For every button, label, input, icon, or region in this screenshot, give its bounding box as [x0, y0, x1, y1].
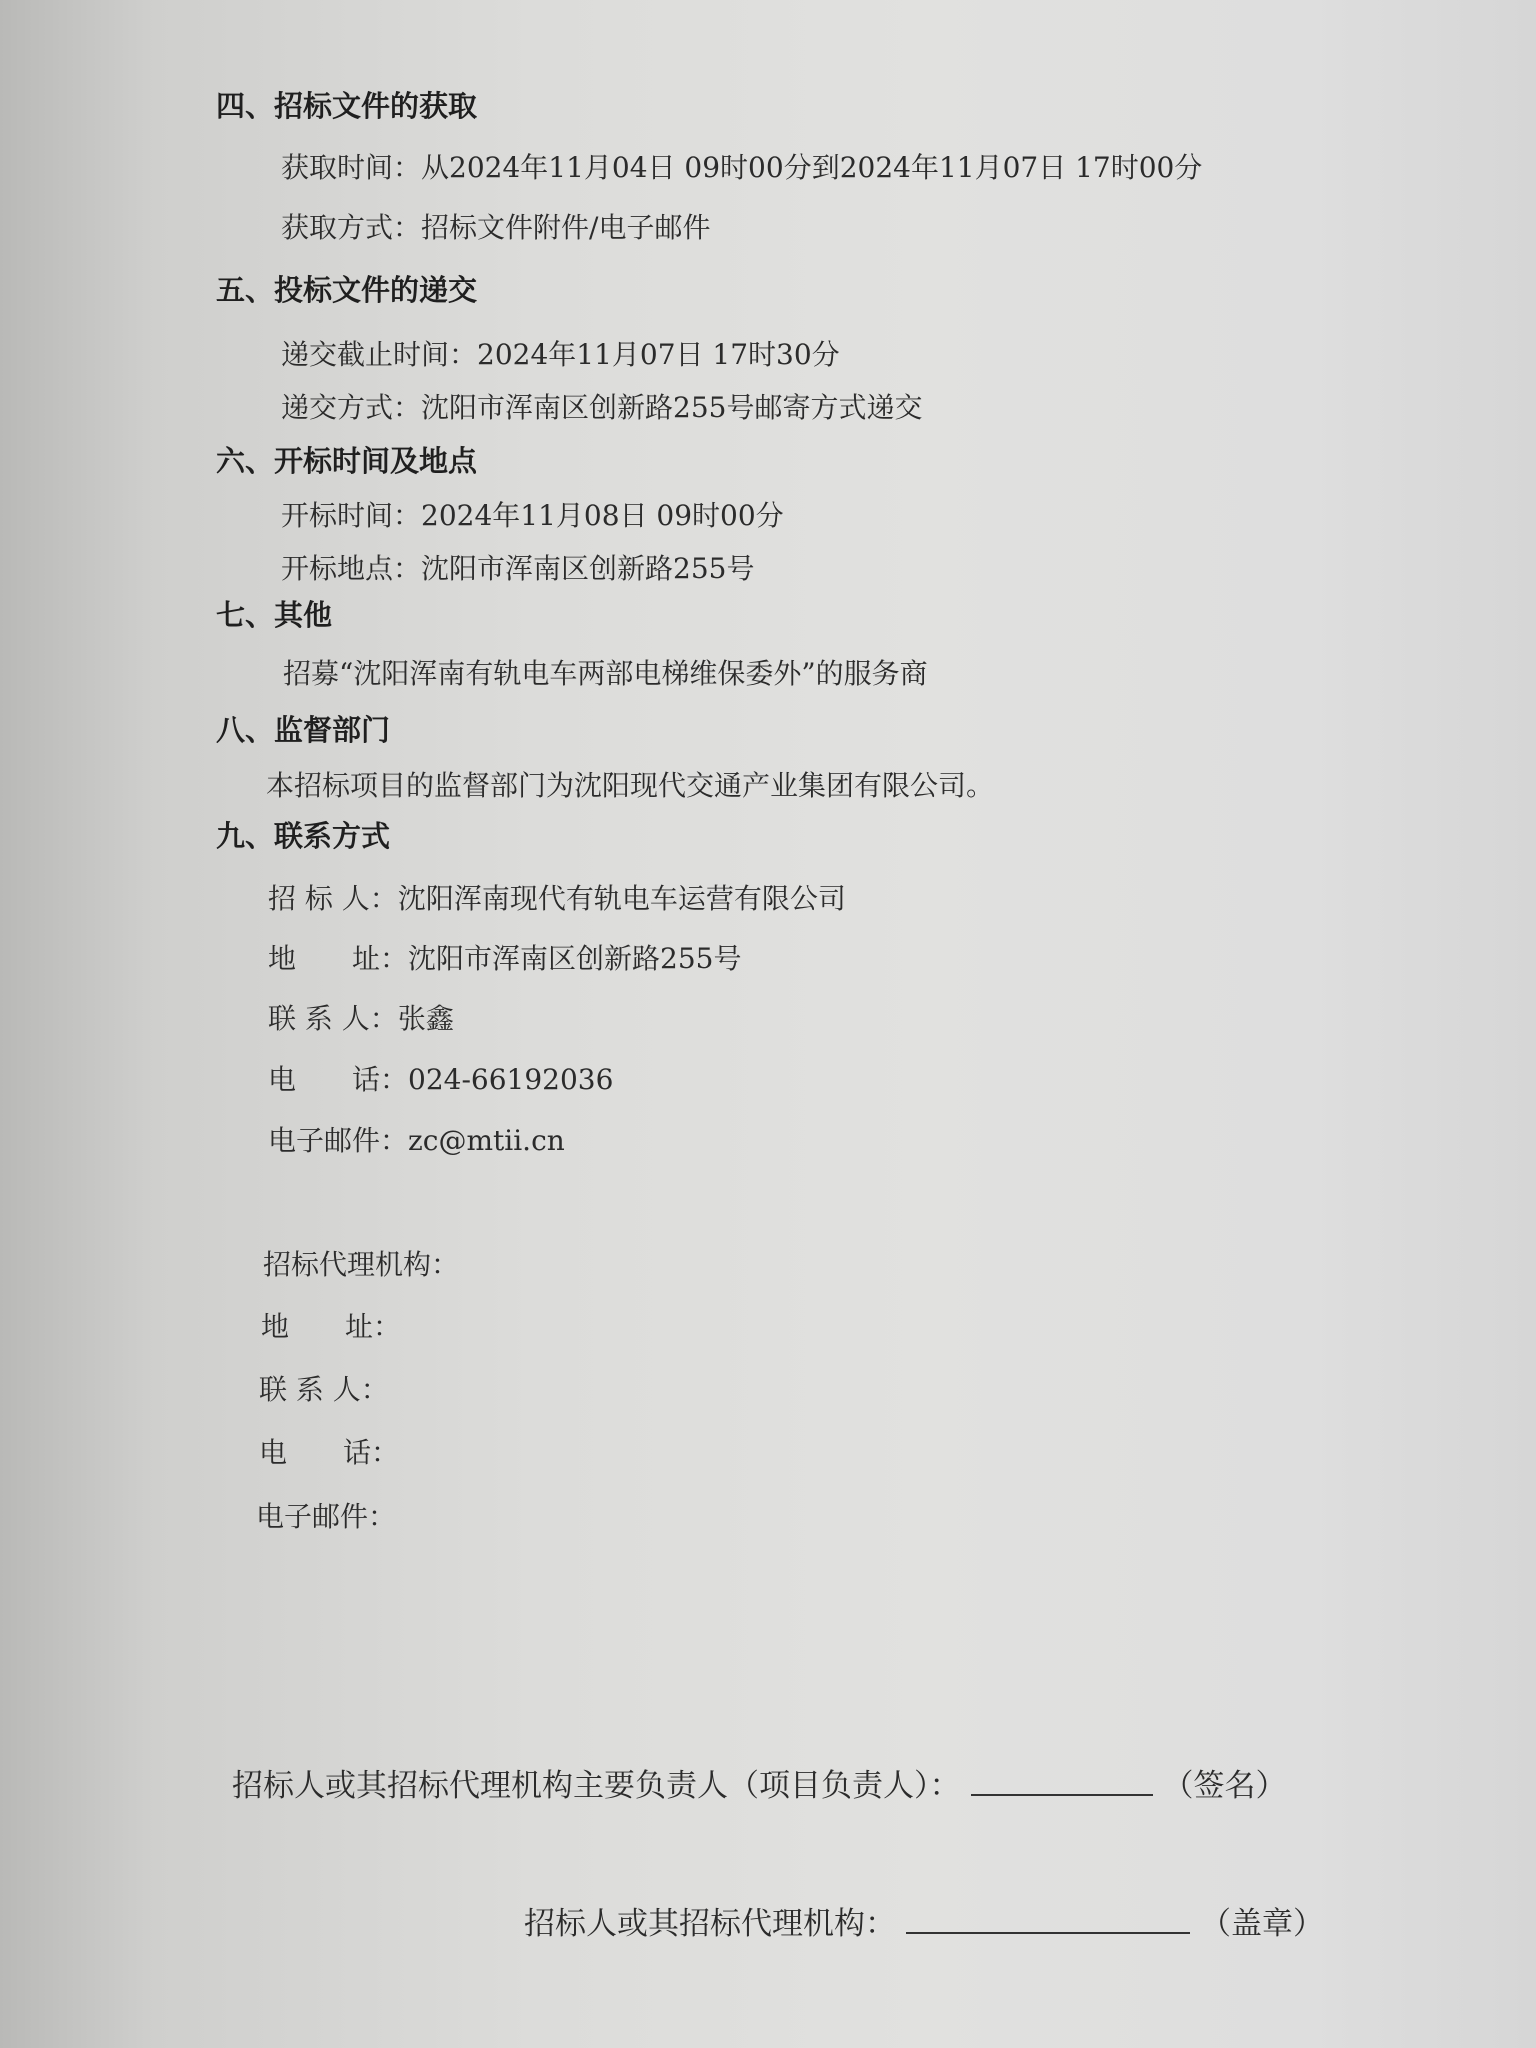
section9-address-value: 沈阳市浑南区创新路255号: [408, 942, 742, 975]
section5-deadline-label: 递交截止时间：: [281, 338, 478, 371]
section4-time-value: 从2024年11月04日 09时00分到2024年11月07日 17时00分: [421, 151, 1203, 184]
section9-heading: 九、联系方式: [216, 819, 391, 853]
signature-org-suffix: （盖章）: [1200, 1906, 1324, 1942]
section9-contact-label: 联 系 人：: [268, 1002, 398, 1035]
agency-phone-label: 电 话：: [259, 1436, 400, 1469]
agency-email-label: 电子邮件：: [256, 1500, 397, 1533]
section6-heading: 六、开标时间及地点: [216, 444, 478, 478]
section4-method-value: 招标文件附件/电子邮件: [421, 211, 711, 244]
section9-phone-row: [268, 1062, 613, 1098]
signature-org-row: [524, 1904, 1324, 1942]
section4-method-label: 获取方式：: [281, 211, 422, 244]
section9-email-row: [268, 1123, 565, 1159]
section5-heading: 五、投标文件的递交: [216, 273, 478, 307]
section5-deadline-value: 2024年11月07日 17时30分: [477, 338, 840, 371]
section9-tenderer-row: [268, 881, 846, 917]
section5-deadline-row: [281, 337, 840, 373]
section4-time-row: [281, 150, 1202, 186]
section6-time-label: 开标时间：: [281, 499, 422, 532]
signature-person-label: 招标人或其招标代理机构主要负责人（项目负责人）：: [232, 1768, 961, 1804]
section9-contact-row: [268, 1001, 454, 1037]
section5-method-row: [281, 390, 922, 426]
agency-address-label: 地 址：: [261, 1310, 402, 1343]
section9-email-label: 电子邮件：: [268, 1124, 409, 1157]
signature-person-row: [232, 1766, 1287, 1804]
section9-phone-value: 024-66192036: [408, 1063, 614, 1096]
section8-heading: 八、监督部门: [216, 713, 391, 747]
section4-method-row: [281, 210, 710, 246]
signature-org-blank: [906, 1904, 1190, 1934]
section4-time-label: 获取时间：: [281, 151, 422, 184]
section7-text: 招募“沈阳浑南有轨电车两部电梯维保委外”的服务商: [283, 657, 928, 690]
section6-time-value: 2024年11月08日 09时00分: [421, 499, 784, 532]
signature-person-suffix: （签名）: [1162, 1768, 1287, 1804]
section9-email-value: zc@mtii.cn: [408, 1124, 565, 1157]
section5-method-value: 沈阳市浑南区创新路255号邮寄方式递交: [421, 391, 923, 424]
section5-method-label: 递交方式：: [281, 391, 422, 424]
section6-place-value: 沈阳市浑南区创新路255号: [421, 552, 755, 585]
section9-contact-value: 张鑫: [397, 1002, 454, 1035]
section6-place-label: 开标地点：: [281, 552, 422, 585]
agency-name-label: 招标代理机构：: [263, 1248, 460, 1281]
section6-time-row: [281, 498, 784, 534]
section9-phone-label: 电 话：: [268, 1063, 409, 1096]
agency-contact-label: 联 系 人：: [259, 1373, 389, 1406]
section8-text: 本招标项目的监督部门为沈阳现代交通产业集团有限公司。: [266, 769, 995, 802]
section9-address-row: [268, 941, 741, 977]
section7-heading: 七、其他: [216, 598, 333, 632]
signature-org-label: 招标人或其招标代理机构：: [524, 1906, 896, 1942]
section6-place-row: [281, 551, 754, 587]
section4-heading: 四、招标文件的获取: [216, 89, 478, 123]
section9-tenderer-value: 沈阳浑南现代有轨电车运营有限公司: [397, 882, 846, 915]
section9-tenderer-label: 招 标 人：: [268, 882, 398, 915]
section9-address-label: 地 址：: [268, 942, 409, 975]
signature-person-blank: [971, 1766, 1153, 1796]
